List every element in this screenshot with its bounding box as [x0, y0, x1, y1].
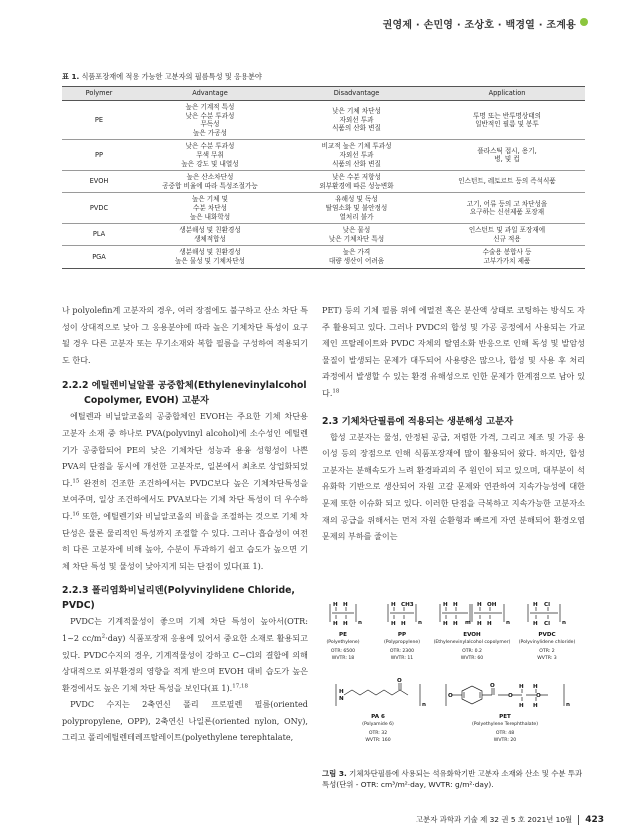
reference: 18 [332, 388, 340, 395]
molecule-abbr: PA 6 [371, 714, 385, 720]
atom-label: n [358, 620, 362, 626]
cell-advantage: 높은 산소차단성 공중합 비율에 따라 특성조절가능 [136, 171, 284, 193]
text-run: 또한, 에틸렌기와 비닐알코올의 비율을 조절하는 것으로 기체 차단성은 물론 물리적인 특성까지 조절할 수 있다. 그러나 흡습성이 여전히 다른 고분자에 비해 높아, 수분이 투과하기 쉽고 습도가 높으면 기체 차단 특성 및 물성이 낮아지게 되는 단점이 있다(표 1). [62, 510, 308, 571]
atom-label: H [443, 602, 448, 608]
atom-label: N [339, 696, 344, 702]
atom-label: H [401, 621, 406, 627]
cell-disadvantage: 낮은 수분 저항성 외부환경에 따른 성능변화 [284, 171, 429, 193]
molecule-wvtr: WVTR: 160 [365, 738, 391, 743]
molecule-abbr: PE [339, 632, 347, 638]
cell-polymer: PGA [62, 246, 136, 268]
text-run: ·day) 식품포장재 응용에 있어서 중요한 소재로 활용되고 있다. PVDC수지의 경우, 기계적물성이 강하고 C−Cl의 결합에 의해 상대적으로 외부환경의 영향을 적게 받으며 EVOH 대비 습도가 높은 환경에서도 높은 기체 차단 특성을 보인다(표 1). [62, 632, 308, 693]
atom-label: OH [487, 602, 497, 608]
cell-advantage: 생분해성 및 친환경성 생체적합성 [136, 224, 284, 246]
text-run: PVDC는 기계적물성이 좋으며 기체 차단 특성이 높아서(OTR: 1~2 cc/m [62, 616, 308, 643]
atom-label: H [533, 621, 538, 627]
cell-polymer: EVOH [62, 171, 136, 193]
atom-label: n [422, 702, 426, 708]
atom-label: H [443, 621, 448, 627]
reference: 16 [72, 511, 80, 518]
molecule-otr: OTR: 2300 [389, 649, 415, 654]
page-footer [416, 814, 604, 825]
cell-application: 수술용 봉합사 등 고부가가치 제품 [429, 246, 585, 268]
atom-label: H [391, 621, 396, 627]
cell-disadvantage: 낮은 물성 낮은 기체차단 특성 [284, 224, 429, 246]
molecule-name: (Polyvinylidene chloride) [518, 640, 576, 645]
figure-caption-text: 기체차단필름에 사용되는 석유화학기반 고분자 소재와 산소 및 수분 투과 특성(단위 - OTR: cm³/m²·day, WVTR: g/m²·day). [322, 769, 583, 789]
molecule-abbr: EVOH [463, 632, 481, 638]
cell-disadvantage: 유해성 및 독성 탈염소화 및 불안정성 열처리 불가 [284, 193, 429, 224]
molecule-pet [472, 714, 538, 743]
table-caption [62, 72, 262, 82]
molecule-pp [384, 632, 420, 661]
figure-caption [322, 768, 585, 790]
molecule-otr: OTR: 0.2 [462, 649, 482, 654]
molecule-wvtr: WVTR: 18 [331, 656, 355, 661]
cell-advantage: 높은 기체 및 수분 차단성 높은 내화학성 [136, 193, 284, 224]
cell-polymer: PP [62, 140, 136, 171]
cell-application: 플라스틱 접시, 용기, 병, 및 컵 [429, 140, 585, 171]
molecule-wvtr: WVTR: 3 [537, 656, 557, 661]
cell-application: 인스턴트 및 과일 포장재에 신규 적용 [429, 224, 585, 246]
molecule-wvtr: WVTR: 20 [493, 738, 517, 743]
atom-label: Cl [544, 621, 551, 627]
paragraph [62, 613, 308, 696]
atom-label: O [490, 683, 495, 689]
heading-line-1: 2.2.2 에틸렌비닐알콜 공중합체(Ethylenevinylalcohol [62, 380, 307, 392]
cell-disadvantage: 비교적 높은 기체 투과성 자외선 투과 식품의 산화 변질 [284, 140, 429, 171]
atom-label: CH3 [401, 602, 414, 608]
table-row [62, 140, 585, 171]
table-row [62, 193, 585, 224]
table-row [62, 224, 585, 246]
atom-label: H [519, 684, 524, 690]
molecule-name: (Ethylenevinylalcohol copolymer) [433, 640, 511, 645]
text-run: 에틸렌과 비닐알코올의 공중합체인 EVOH는 주요한 기체 차단용 고분자 소재 중 하나로 PVA(polyvinyl alcohol)에 소수성인 에틸렌기가 공중합되어 PE의 낮은 기체차단 성능과 용융 성형성이 나쁜 PVA의 단점을 동시에 개선한 고분자로, 일본에서 최초로 상업화되었다. [62, 411, 308, 488]
figure-3 [322, 594, 585, 764]
atom-label: H [519, 703, 524, 709]
atom-label: n [562, 620, 566, 626]
cell-application: 투명 또는 반투명상태의 일반적인 필름 및 봉투 [429, 101, 585, 140]
atom-label: H [477, 621, 482, 627]
atom-label: H [391, 602, 396, 608]
text-run: 완전히 건조한 조건하에서는 PVDC보다 높은 기체차단특성을 보여주며, 일상 조건하에서도 PVA보다는 기체 차단 특성이 더 우수하다. [62, 477, 308, 521]
atom-label: H [453, 602, 458, 608]
paragraph: 합성 고분자는 물성, 안정된 공급, 저렴한 가격, 그리고 제조 및 가공 용이성 등의 장점으로 인해 식품포장재에 많이 활용되어 왔다. 하지만, 합성 고분자는 분해속도가 느려 환경파괴의 주 원인이 되고 있으며, 대부분이 석유화학 기반으로 생산되어 자원 고갈 문제와 연관하여 지속가능성에 대한 문제 또한 이슈화 되고 있다. 이러한 단점을 극복하고 지속가능한 고분자소재의 공급을 위해서는 먼저 자원 순환형과 빠르게 자연 분해되어 환경오염문제의 부하를 줄이는 [322, 431, 585, 542]
paragraph [322, 302, 585, 402]
section-heading-2-2-2 [62, 378, 308, 408]
molecule-wvtr: WVTR: 60 [460, 656, 484, 661]
atom-label: n [418, 620, 422, 626]
molecule-abbr: PET [499, 714, 511, 720]
atom-labels [330, 602, 570, 709]
table-caption-number: 표 1. [62, 72, 80, 81]
right-column [322, 302, 585, 545]
figure-caption-number: 그림 3. [322, 769, 347, 778]
left-column [62, 302, 308, 746]
col-header-disadvantage: Disadvantage [284, 87, 429, 101]
molecule-evoh [434, 632, 511, 661]
molecule-name: (Polyethylene Terephthalate) [471, 722, 539, 727]
paragraph: 나 polyolefin계 고분자의 경우, 여러 장점에도 불구하고 산소 차단 특성이 상대적으로 낮아 그 응용분야에 따라 높은 기체차단 특성이 요구될 경우 다른 고분자 또는 무기소재와 복합 필름을 구성하여 적용되기도 한다. [62, 305, 308, 365]
molecule-otr: OTR: 48 [495, 731, 515, 736]
atom-label: H [333, 621, 338, 627]
atom-label: O [536, 693, 541, 699]
table-caption-text: 식품포장재에 적용 가능한 고분자의 필름특성 및 응용분야 [81, 72, 262, 81]
table-row [62, 171, 585, 193]
atom-label: H [343, 621, 348, 627]
atom-label: O [508, 693, 513, 699]
molecule-pe [326, 632, 359, 661]
cell-polymer: PE [62, 101, 136, 140]
cell-advantage: 높은 기계적 특성 낮은 수분 투과성 무독성 높은 가공성 [136, 101, 284, 140]
page-header [0, 0, 622, 52]
authors: 권영제 · 손민영 · 조상호 · 백경열 · 조계용 [382, 20, 576, 31]
atom-label: H [343, 602, 348, 608]
reference: 15 [72, 478, 80, 485]
atom-label: O [448, 693, 453, 699]
text-run: PET) 등의 기체 필름 위에 에멀전 혹은 분산액 상태로 코팅하는 방식도 자주 활용되고 있다. 그러나 PVDC의 합성 및 가공 공정에서 사용되는 가교제인 프탈레이트와 PVDC 자체의 탈염소화 반응으로 인해 독성 및 발암성 물질이 발생되는 문제가 대두되어 사용량은 많으나, 합성 및 사용 후 처리 과정에서 발생할 수 있는 환경 유해성으로 인한 문제가 한계점으로 남아 있다. [322, 305, 585, 398]
table-row [62, 246, 585, 268]
molecule-pvdc [519, 632, 576, 661]
molecule-pa6 [362, 714, 394, 743]
atom-label: H [533, 684, 538, 690]
col-header-advantage: Advantage [136, 87, 284, 101]
molecule-wvtr: WVTR: 11 [390, 656, 414, 661]
superscript: 2 [101, 633, 106, 640]
paragraph [62, 408, 308, 574]
section-heading-2-2-3: 2.2.3 폴리염화비닐리덴(Polyvinylidene Chloride, PVDC) [62, 585, 295, 612]
paragraph: PVDC 수지는 2축연신 폴리 프로필렌 필름(oriented polypropylene, OPP), 2축연신 나일론(oriented nylon, ONy), 그리고 폴리에틸렌테레프탈레이트(polyethylene terephtalate, [62, 699, 308, 743]
polymer-table [62, 86, 585, 269]
atom-label: H [533, 703, 538, 709]
atom-label: H [333, 602, 338, 608]
atom-label: n [506, 620, 510, 626]
col-header-polymer: Polymer [62, 87, 136, 101]
atom-label: H [533, 602, 538, 608]
cell-advantage: 생분해성 및 친환경성 높은 물성 및 기체차단성 [136, 246, 284, 268]
col-header-application: Application [429, 87, 585, 101]
cell-polymer: PVDC [62, 193, 136, 224]
cell-polymer: PLA [62, 224, 136, 246]
atom-label: H [477, 602, 482, 608]
table-row [62, 101, 585, 140]
cell-application: 고기, 어류 등의 고 차단성을 요구하는 신선제품 포장재 [429, 193, 585, 224]
atom-label: H [339, 689, 344, 695]
header-ornament-icon [580, 18, 588, 26]
atom-label: H [453, 621, 458, 627]
polymer-structures-diagram [322, 594, 585, 764]
molecule-abbr: PVDC [538, 632, 556, 638]
molecule-name: (Polyethylene) [326, 640, 360, 645]
atom-label: H [487, 621, 492, 627]
heading-line-2: Copolymer, EVOH) 고분자 [84, 395, 209, 407]
cell-disadvantage: 높은 가격 대량 생산이 어려움 [284, 246, 429, 268]
table-header-row [62, 87, 585, 101]
page-number: 423 [578, 815, 604, 825]
atom-label: n [566, 702, 570, 708]
cell-application: 인스턴트, 레토르트 등의 즉석식품 [429, 171, 585, 193]
atom-label: Cl [544, 602, 551, 608]
molecule-name: (Polypropylene) [384, 640, 420, 645]
reference: 17,18 [232, 683, 248, 689]
atom-label: O [397, 678, 402, 684]
journal-info: 고분자 과학과 기술 제 32 권 5 호 2021년 10월 [415, 815, 573, 824]
molecule-otr: OTR: 6500 [330, 649, 356, 654]
section-heading-2-3: 2.3 기체차단필름에 적용되는 생분해성 고분자 [322, 415, 514, 427]
cell-disadvantage: 낮은 기체 차단성 자외선 투과 식품의 산화 변질 [284, 101, 429, 140]
molecule-name: (Polyamide 6) [362, 722, 394, 727]
molecule-otr: OTR: 32 [368, 731, 388, 736]
molecule-abbr: PP [397, 632, 407, 638]
atom-label: m [465, 620, 471, 626]
cell-advantage: 낮은 수분 투과성 무색 무취 높은 강도 및 내열성 [136, 140, 284, 171]
molecule-otr: OTR: 2 [539, 649, 555, 654]
